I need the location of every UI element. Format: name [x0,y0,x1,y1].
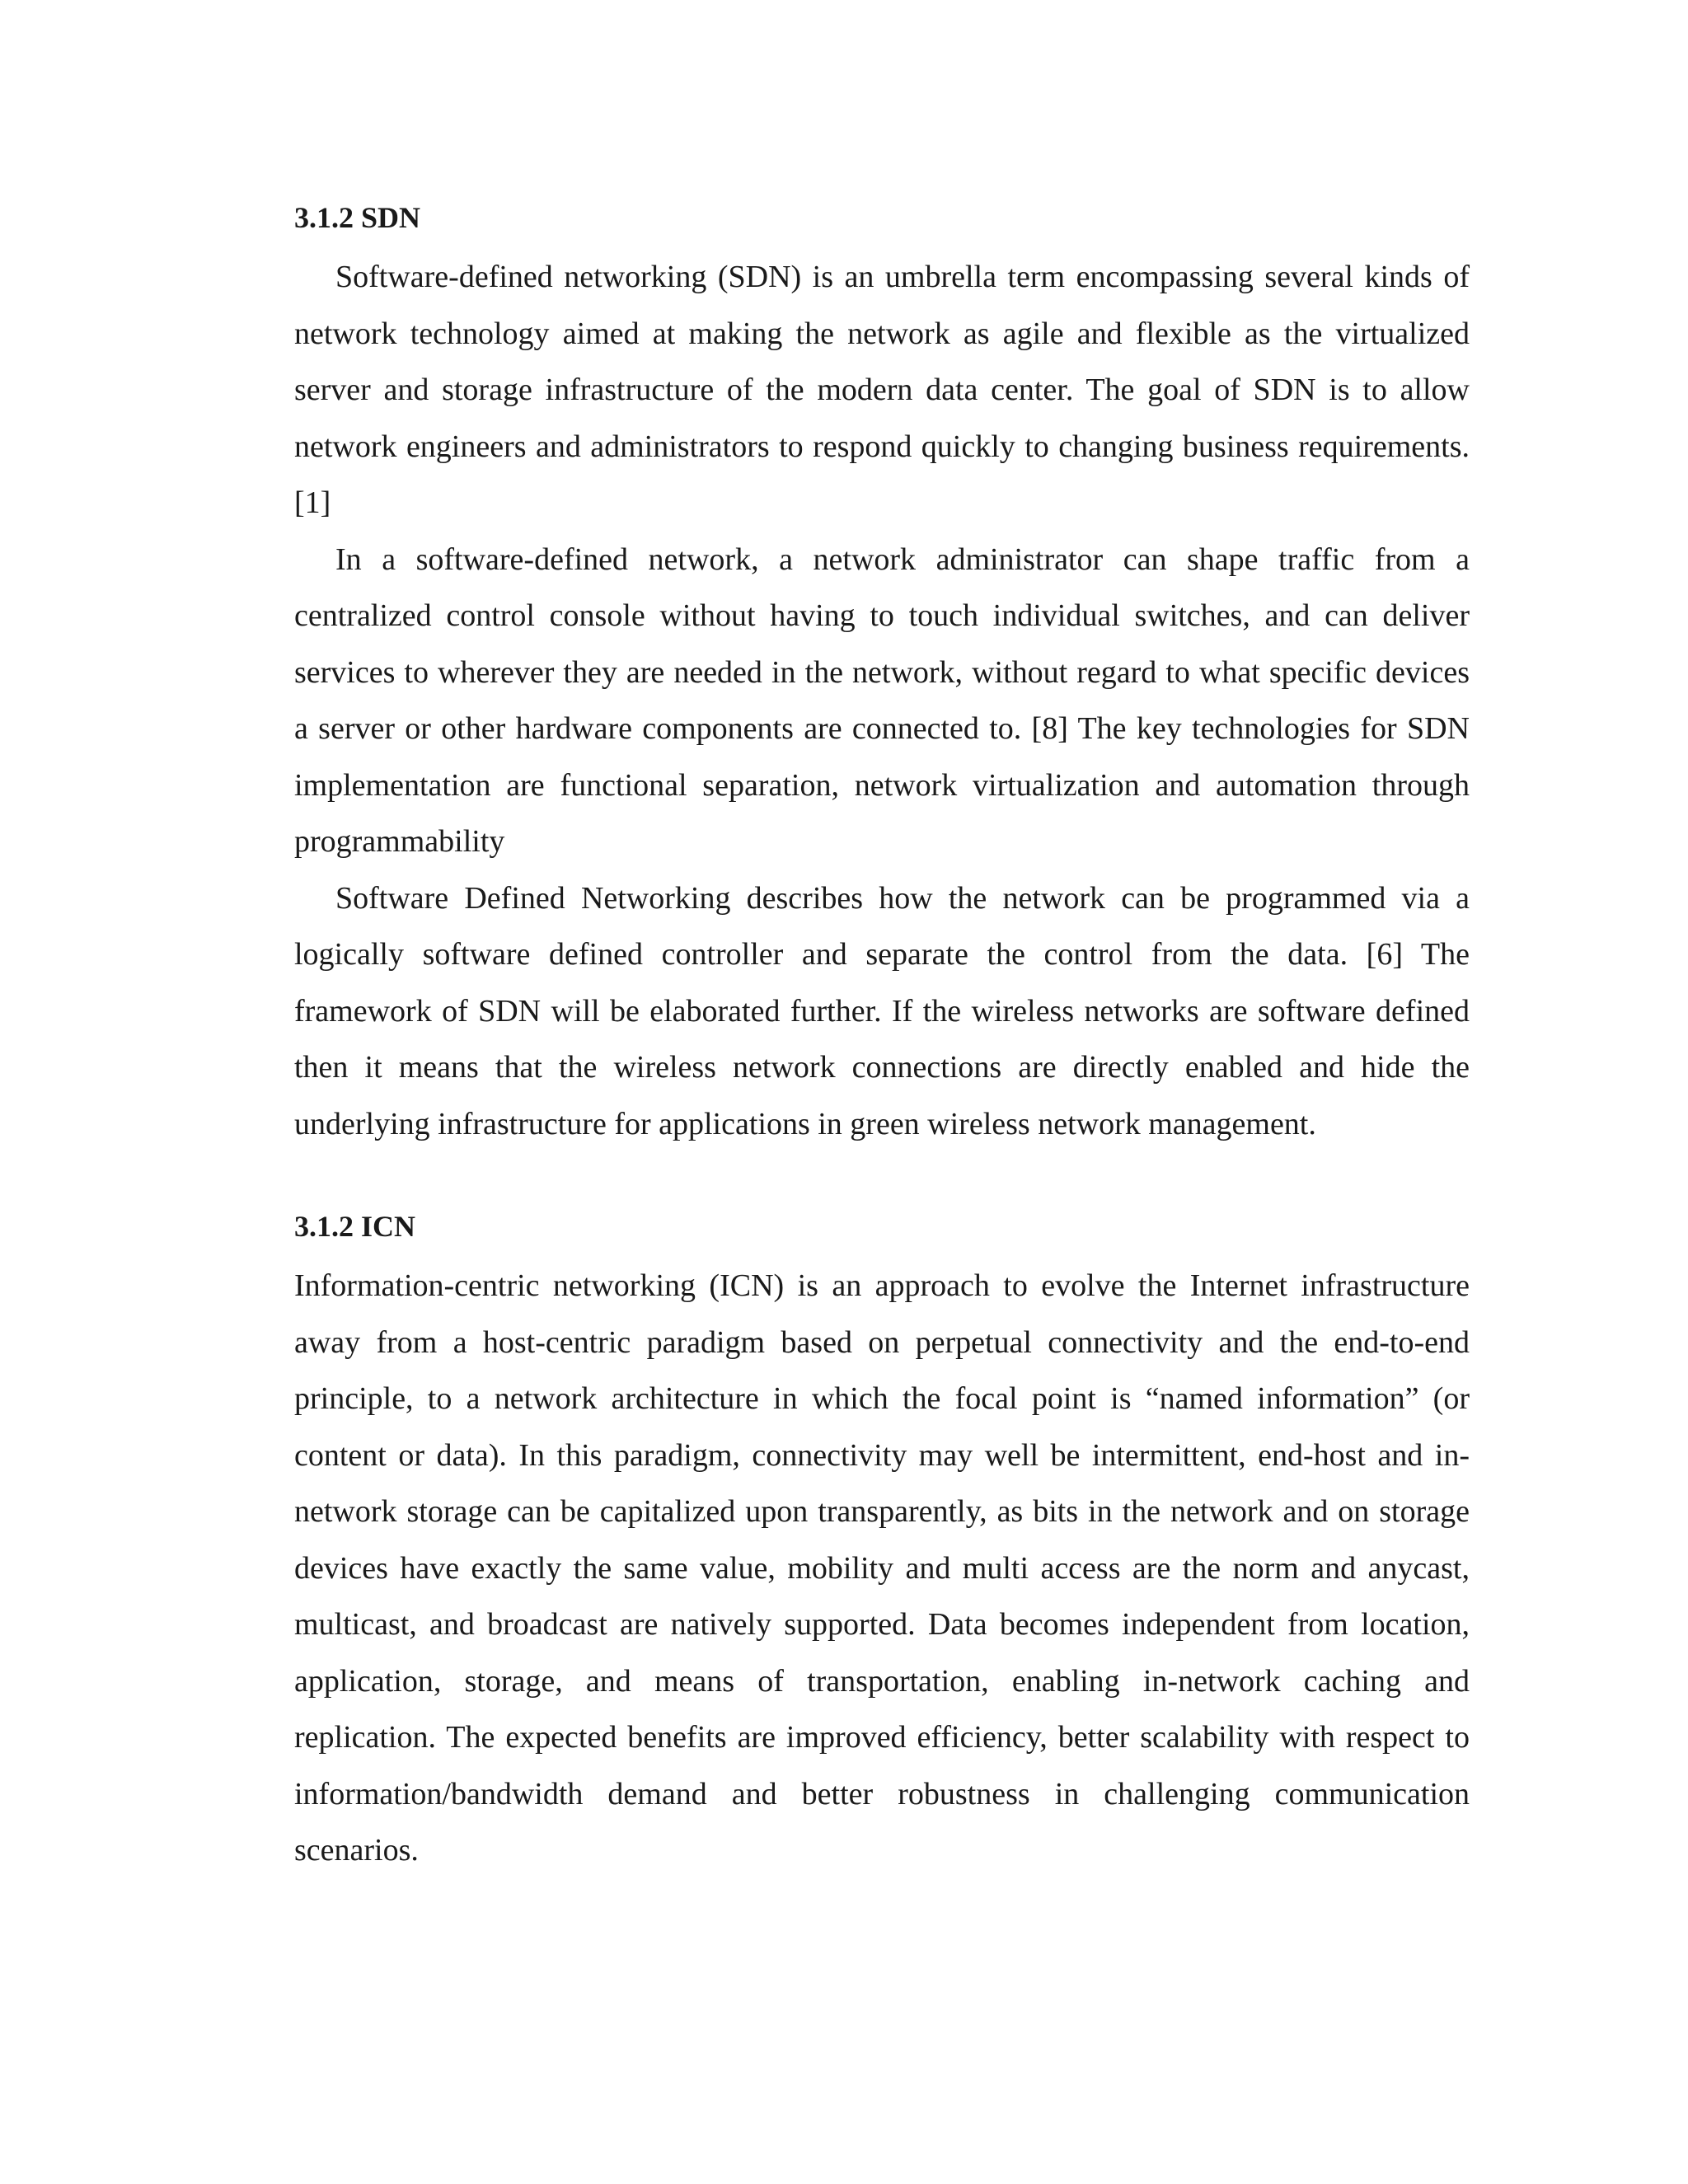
section-spacer [294,1152,1470,1207]
sdn-paragraph-2: In a software-defined network, a network administrator can shape traffic from a centralized control console without having to touch individual switches, and can deliver services to wherever they are needed in the network, without regard to what specific devices a server or other hardware components are connected to. [8] The key technologies for SDN implementation are functional separation, network virtualization and automation through programmability [294,541,1470,859]
sdn-paragraph-3: Software Defined Networking describes how the network can be programmed via a logically software defined controller and separate the control from the data. [6] The framework of SDN will be elaborated further. If the wireless networks are software defined then it means that the wireless network connections are directly enabled and hide the underlying infrastructure for applications in green wireless network management. [294,880,1470,1141]
section-heading-icn: 3.1.2 ICN [294,1210,416,1243]
icn-paragraph-1: Information-centric networking (ICN) is an approach to evolve the Internet infrastructure away from a host-centric paradigm based on perpetual connectivity and the end-to-end principle, to a network architecture in which the focal point is “named information” (or content or data). In this paradigm, connectivity may well be intermittent, end-host and in-network storage can be capitalized upon transparently, as bits in the network and on storage devices have exactly the same value, mobility and multi access are the norm and anycast, multicast, and broadcast are natively supported. Data becomes independent from location, application, storage, and means of transportation, enabling in-network caching and replication. The expected benefits are improved efficiency, better scalability with respect to information/bandwidth demand and better robustness in challenging communication scenarios. [294,1268,1470,1868]
section-heading-sdn: 3.1.2 SDN [294,201,421,234]
sdn-paragraph-1: Software-defined networking (SDN) is an umbrella term encompassing several kinds of network technology aimed at making the network as agile and flexible as the virtualized server and storage infrastructure of the modern data center. The goal of SDN is to allow network engineers and administrators to respond quickly to changing business requirements. [1] [294,260,1470,520]
section-sdn [294,198,1470,1152]
document-body [294,198,1470,1879]
section-icn [294,1207,1470,1879]
